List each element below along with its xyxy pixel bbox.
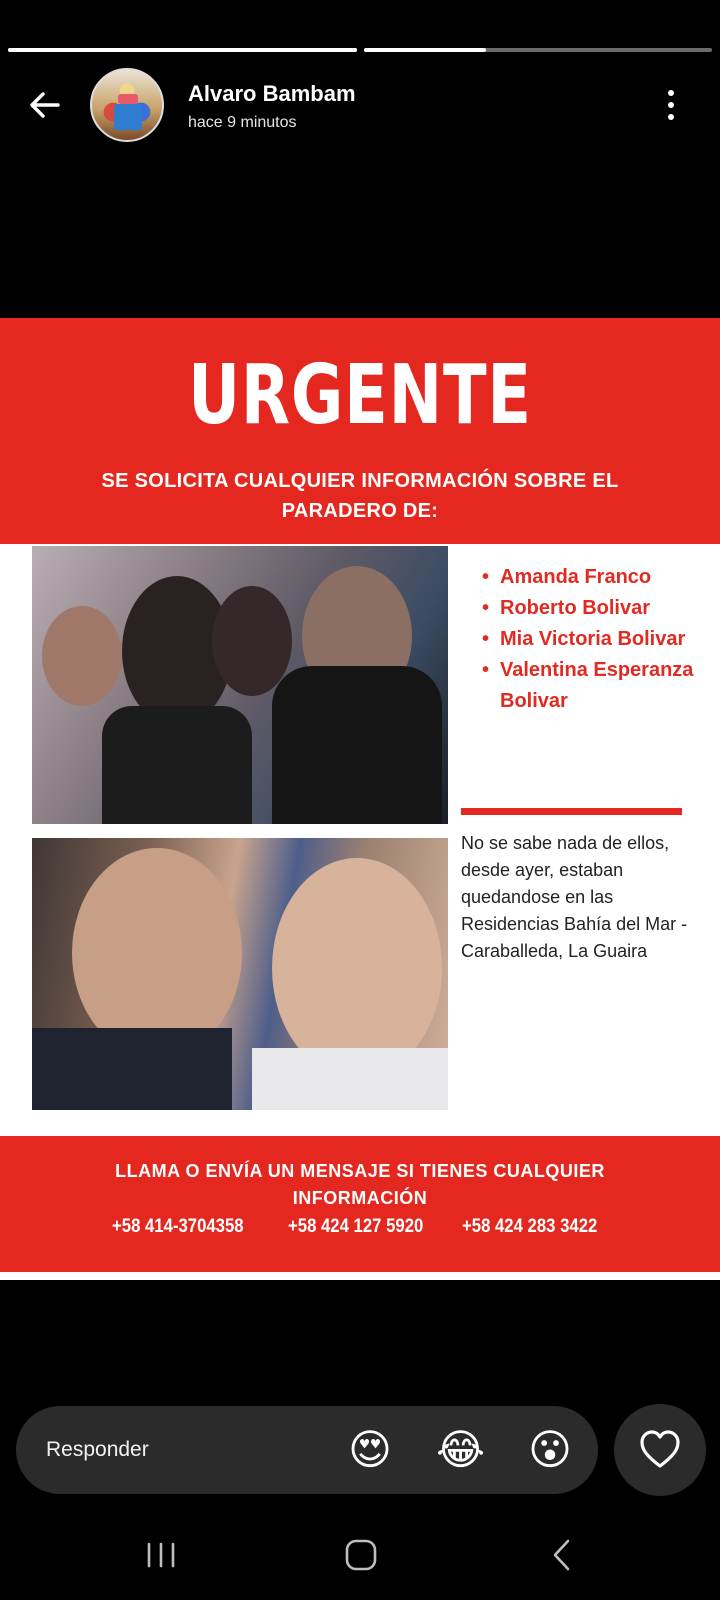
system-nav-bar <box>0 1520 720 1590</box>
poster-bottom-banner <box>0 1136 720 1272</box>
avatar[interactable] <box>90 68 164 142</box>
poster-description: No se sabe nada de ellos, desde ayer, estaban quedandose en las Residencias Bahía del Mar - Caraballeda, La Guaira <box>461 833 688 961</box>
poster-subline: SE SOLICITA CUALQUIER INFORMACIÓN SOBRE EL PARADERO DE: <box>101 470 619 522</box>
surprised-emoji-icon[interactable]: 😮 <box>528 1426 572 1473</box>
story-progress-fill <box>364 48 486 52</box>
more-vertical-icon[interactable] <box>664 86 678 126</box>
phone-number: +58 424 127 5920 <box>288 1216 424 1237</box>
list-item: • Amanda Franco <box>470 562 710 593</box>
poster-headline: URGENTE <box>188 348 532 443</box>
family-photo <box>32 546 448 824</box>
poster-cta: LLAMA O ENVÍA UN MENSAJE SI TIENES CUALQUIER INFORMACIÓN <box>115 1161 605 1208</box>
girls-selfie-photo <box>32 838 448 1110</box>
story-progress-segment-2 <box>364 48 712 52</box>
story-header <box>0 60 720 150</box>
heart-eyes-emoji-icon[interactable]: 😍 <box>348 1426 392 1473</box>
recents-icon[interactable] <box>136 1530 186 1580</box>
story-image-poster <box>0 318 720 1280</box>
story-progress-segment-1 <box>8 48 357 52</box>
divider <box>461 808 682 815</box>
list-item: • Valentina Esperanza Bolivar <box>470 655 710 717</box>
like-button[interactable] <box>614 1404 706 1496</box>
back-arrow-icon[interactable] <box>22 82 68 128</box>
post-time: hace 9 minutos <box>188 114 297 131</box>
heart-icon <box>614 1404 706 1496</box>
reply-placeholder: Responder <box>46 1438 149 1461</box>
poster-top-banner <box>0 318 720 544</box>
tears-of-joy-emoji-icon[interactable]: 😂 <box>436 1426 486 1473</box>
missing-persons-list <box>470 562 710 717</box>
nav-back-icon[interactable] <box>538 1530 588 1580</box>
phone-number: +58 424 283 3422 <box>462 1216 598 1237</box>
list-item: • Mia Victoria Bolivar <box>470 624 710 655</box>
story-progress-fill <box>8 48 357 52</box>
author-name[interactable]: Alvaro Bambam <box>188 81 356 106</box>
list-item: • Roberto Bolivar <box>470 593 710 624</box>
home-icon[interactable] <box>336 1530 386 1580</box>
phone-number: +58 414-3704358 <box>112 1216 244 1237</box>
reply-field[interactable] <box>16 1406 598 1494</box>
